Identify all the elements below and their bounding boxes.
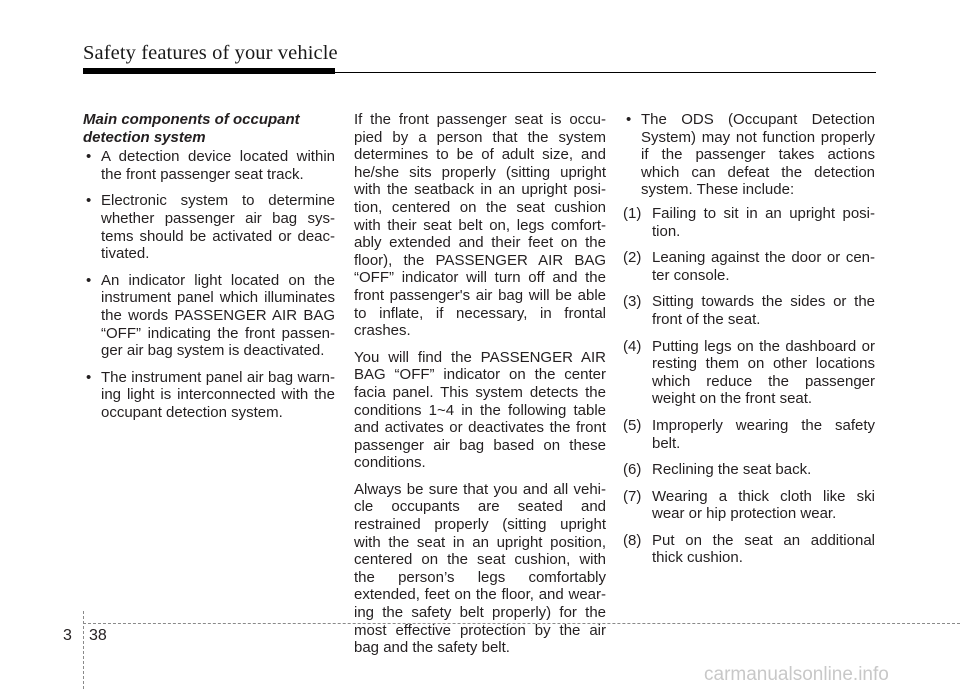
item-number: (2): [623, 249, 642, 267]
item-text: Sitting towards the sides or the front of the seat.: [652, 293, 875, 328]
bullet-item: • Electronic system to determine whether passenger air bag sys-tems should be activated or deac-tivated.: [83, 192, 335, 262]
item-number: (3): [623, 293, 642, 311]
bullet-item: • An indicator light located on the instrument panel which illuminates the words PASSENGER AIR BAG “OFF” indicating the front passen-ger air bag system is deactivated.: [83, 272, 335, 360]
bullet-item: • The instrument panel air bag warn-ing light is interconnected with the occupant detection system.: [83, 369, 335, 422]
watermark: carmanualsonline.info: [704, 664, 889, 685]
item-number: (7): [623, 487, 642, 505]
list-item: [623, 293, 875, 328]
item-text: Wearing a thick cloth like ski wear or hip protection wear.: [652, 487, 875, 523]
list-item: [623, 532, 875, 567]
section-heading: Main components of occupant detection system: [83, 111, 300, 146]
page-number: 38: [89, 627, 107, 644]
ods-intro-list: [623, 111, 875, 199]
paragraph: If the front passenger seat is occu-pied by a person that the system determines to be of adult size, and he/she sits properly (sitting upright with the seatback in an upright posi-tion, centered on the seat cushion with their seat belt on, legs comfort-ably extended and their feet on the floor), the PASSENGER AIR BAG “OFF” indicator will turn off and the front passenger's air bag will be able to inflate, if necessary, in frontal crashes.: [354, 111, 606, 340]
list-item: [623, 461, 875, 479]
item-number: (4): [623, 337, 642, 355]
list-item: [623, 338, 875, 408]
item-text: Put on the seat an additional thick cushion.: [652, 531, 875, 567]
list-item: [623, 417, 875, 452]
bullet-item: • The ODS (Occupant Detection System) may not function properly if the passenger takes actions which can defeat the detection system. These include:: [623, 111, 875, 199]
item-number: (6): [623, 461, 642, 479]
item-number: (8): [623, 531, 642, 549]
item-number: (1): [623, 204, 642, 222]
item-text: Leaning against the door or cen-ter console.: [652, 249, 875, 284]
footer-divider: [83, 611, 84, 689]
header-accent-bar: [83, 68, 335, 74]
item-text: Improperly wearing the safety belt.: [652, 416, 875, 452]
list-item: [623, 205, 875, 240]
item-text: Failing to sit in an upright posi-tion.: [652, 204, 875, 240]
item-text: Putting legs on the dashboard or resting them on other locations which reduce the passenger weight on the front seat.: [652, 337, 875, 408]
paragraph: Always be sure that you and all vehi-cle occupants are seated and restrained properly (sitting upright with the seat in an upright position, centered on the seat cushion, with the person’s legs comfortably extended, feet on the floor, and wear-ing the safety belt properly) for the most effective protection by the air bag and the safety belt.: [354, 480, 606, 657]
column-left: [83, 111, 335, 431]
paragraph: You will find the PASSENGER AIR BAG “OFF” indicator on the center facia panel. This system detects the conditions 1~4 in the following table and activates or deactivates the front passenger air bag based on these conditions.: [354, 348, 606, 472]
components-list: [83, 148, 335, 421]
item-text: Reclining the seat back.: [652, 461, 812, 479]
bullet-item: • A detection device located within the front passenger seat track.: [83, 148, 335, 183]
column-right: [623, 111, 875, 576]
conditions-list: [623, 205, 875, 567]
column-middle: [354, 111, 606, 666]
header-rule: [83, 72, 876, 73]
list-item: [623, 488, 875, 523]
section-number: 3: [63, 627, 72, 644]
item-number: (5): [623, 416, 642, 434]
footer-rule: [83, 623, 960, 624]
page-header-title: Safety features of your vehicle: [83, 42, 338, 64]
list-item: [623, 249, 875, 284]
